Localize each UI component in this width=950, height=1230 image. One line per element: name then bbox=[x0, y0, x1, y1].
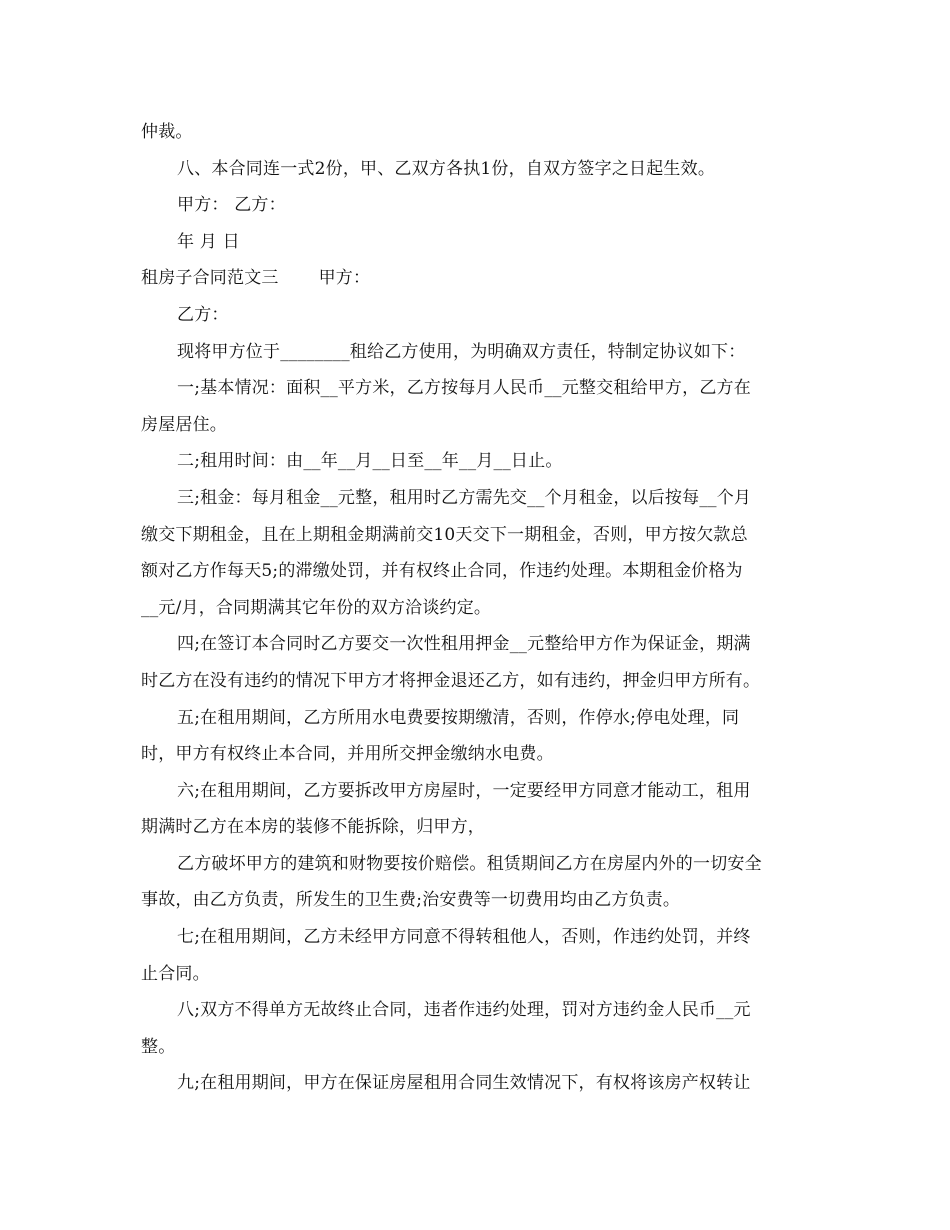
text-line: 年 月 日 bbox=[177, 231, 240, 252]
text-line: 期满时乙方在本房的装修不能拆除，归甲方， bbox=[141, 817, 485, 838]
contract-text bbox=[141, 114, 813, 1102]
text-line: 现将甲方位于________租给乙方使用，为明确双方责任，特制定协议如下： bbox=[177, 341, 746, 362]
text-line: 二;租用时间：由__年__月__日至__年__月__日止。 bbox=[177, 451, 563, 472]
text-line: 四;在签订本合同时乙方要交一次性租用押金__元整给甲方作为保证金，期满 bbox=[177, 634, 751, 655]
text-line: 乙方破坏甲方的建筑和财物要按价赔偿。租赁期间乙方在房屋内外的一切安全 bbox=[177, 853, 762, 874]
text-line: 时乙方在没有违约的情况下甲方才将押金退还乙方，如有违约，押金归甲方所有。 bbox=[141, 670, 761, 691]
party-a-label: 甲方： bbox=[318, 268, 371, 289]
text-line: 五;在租用期间，乙方所用水电费要按期缴清，否则，作停水;停电处理，同 bbox=[177, 707, 740, 728]
text-line: 事故，由乙方负责，所发生的卫生费;治安费等一切费用均由乙方负责。 bbox=[141, 890, 681, 911]
text-line: 八;双方不得单方无故终止合同，违者作违约处理，罚对方违约金人民币__元 bbox=[177, 1000, 751, 1021]
text-line: 一;基本情况：面积__平方米，乙方按每月人民币__元整交租给甲方，乙方在 bbox=[177, 378, 751, 399]
text-line: 乙方： bbox=[177, 304, 229, 325]
text-line: __元/月，合同期满其它年份的双方洽谈约定。 bbox=[141, 597, 492, 618]
section-title: 租房子合同范文三 bbox=[141, 268, 279, 289]
text-line: 仲裁。 bbox=[141, 122, 193, 142]
text-line: 缴交下期租金，且在上期租金期满前交10天交下一期租金，否则，甲方按欠款总 bbox=[141, 524, 748, 545]
text-line: 九;在租用期间，甲方在保证房屋租用合同生效情况下，有权将该房产权转让 bbox=[177, 1073, 751, 1094]
text-line: 甲方： 乙方： bbox=[177, 195, 286, 216]
text-line: 房屋居住。 bbox=[141, 414, 227, 435]
section-title-line bbox=[141, 260, 813, 297]
text-line: 止合同。 bbox=[141, 963, 210, 984]
text-line: 七;在租用期间，乙方未经甲方同意不得转租他人，否则，作违约处罚，并终 bbox=[177, 927, 751, 948]
text-line: 整。 bbox=[141, 1036, 176, 1057]
text-line: 额对乙方作每天5;的滞缴处罚，并有权终止合同，作违约处理。本期租金价格为 bbox=[141, 561, 743, 582]
text-line: 六;在租用期间，乙方要拆改甲方房屋时，一定要经甲方同意才能动工，租用 bbox=[177, 780, 751, 801]
text-line: 时，甲方有权终止本合同，并用所交押金缴纳水电费。 bbox=[141, 744, 554, 765]
text-line: 三;租金：每月租金__元整，租用时乙方需先交__个月租金，以后按每__个月 bbox=[177, 487, 752, 508]
text-line: 八、本合同连一式2份，甲、乙双方各执1份，自双方签字之日起生效。 bbox=[177, 158, 716, 179]
